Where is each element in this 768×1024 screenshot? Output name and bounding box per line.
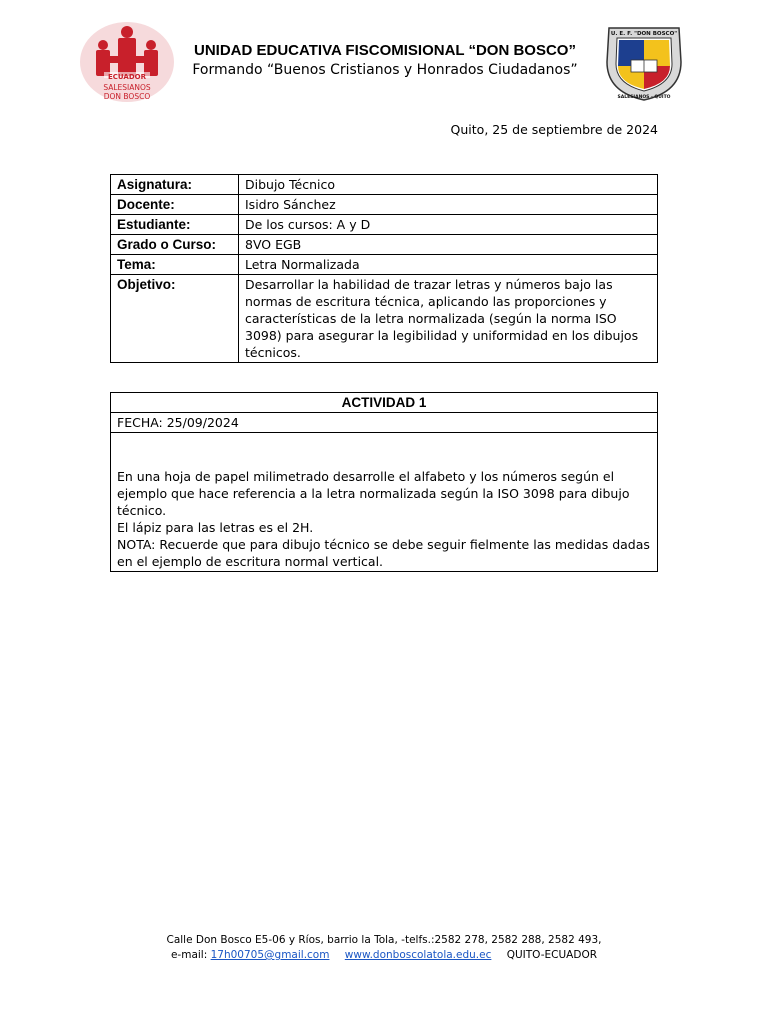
instruction-paragraph: El lápiz para las letras es el 2H. (117, 520, 314, 535)
document-date: Quito, 25 de septiembre de 2024 (450, 122, 658, 137)
row-label: Objetivo: (111, 275, 239, 363)
row-label: Estudiante: (111, 215, 239, 235)
school-crest (601, 22, 687, 102)
row-value: 8VO EGB (239, 235, 658, 255)
crest-top-text: U. E. F. "DON BOSCO" (610, 31, 678, 37)
footer-address: Calle Don Bosco E5-06 y Ríos, barrio la Tola, -telfs.:2582 278, 2582 288, 2582 493, (166, 934, 602, 946)
footer-contact (0, 948, 768, 963)
logo-ecuador-text: ECUADOR (108, 73, 146, 81)
table-row (111, 195, 658, 215)
table-row (111, 215, 658, 235)
crest-bottom-text: SALESIANOS - QUITO (617, 95, 671, 100)
row-value: Desarrollar la habilidad de trazar letras y números bajo las normas de escritura técnica, aplicando las proporciones y características de la letra normalizada (según la norma ISO 3098) para asegurar la legibilidad y uniformidad en los dibujos técnicos. (239, 275, 658, 363)
table-row (111, 255, 658, 275)
subject-info-table (110, 174, 658, 363)
row-value: Isidro Sánchez (239, 195, 658, 215)
school-motto: Formando “Buenos Cristianos y Honrados Ciudadanos” (192, 62, 578, 78)
school-name: UNIDAD EDUCATIVA FISCOMISIONAL “DON BOSCO” (194, 42, 576, 59)
table-row (111, 235, 658, 255)
instruction-paragraph: NOTA: Recuerde que para dibujo técnico se debe seguir fielmente las medidas dadas en el ejemplo de escritura normal vertical. (117, 537, 650, 569)
email-link[interactable]: 17h00705@gmail.com (210, 949, 330, 961)
table-row (111, 275, 658, 363)
activity-date: FECHA: 25/09/2024 (111, 413, 658, 433)
activity-title: ACTIVIDAD 1 (111, 393, 658, 413)
row-label: Asignatura: (111, 175, 239, 195)
row-value: Dibujo Técnico (239, 175, 658, 195)
row-label: Docente: (111, 195, 239, 215)
school-header (160, 42, 610, 78)
row-label: Grado o Curso: (111, 235, 239, 255)
row-label: Tema: (111, 255, 239, 275)
activity-table (110, 392, 658, 572)
instruction-paragraph: En una hoja de papel milimetrado desarrolle el alfabeto y los números según el ejemplo que hace referencia a la letra normalizada según la ISO 3098 para dibujo técnico. (117, 469, 630, 518)
logo-donbosco-text: DON BOSCO (103, 92, 151, 101)
page-footer (0, 933, 768, 963)
row-value: De los cursos: A y D (239, 215, 658, 235)
activity-instructions (111, 433, 658, 572)
website-link[interactable]: www.donboscolatola.edu.ec (344, 949, 492, 961)
footer-location: QUITO-ECUADOR (506, 949, 598, 961)
logo-salesianos-text: SALESIANOS (103, 83, 151, 92)
email-label: e-mail: (170, 949, 208, 961)
table-row (111, 175, 658, 195)
row-value: Letra Normalizada (239, 255, 658, 275)
